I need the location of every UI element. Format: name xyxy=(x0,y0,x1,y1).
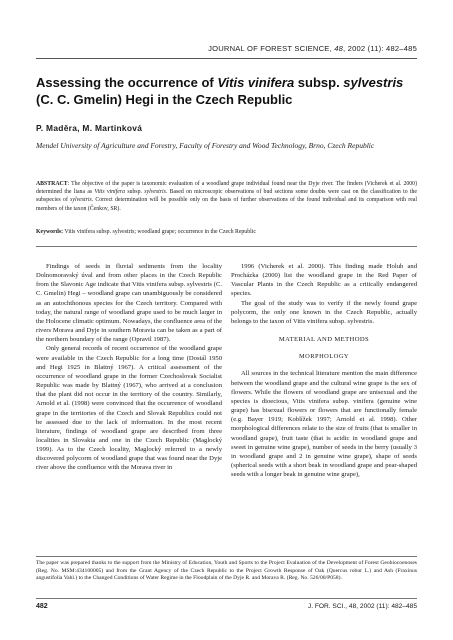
funding-footnote: The paper was prepared thanks to the support from the Ministry of Education, Youth and Sports to the Project Evaluation of the Development of Forest Geobiocoenoses (Reg. No. MSM:434100005) and from the Grant Agency of the Czech Republic to the Project Growth Response of Oak (Quercus robur L.) and Ash (Fraxinus angustifolia Vahl.) to the Changed Conditions of Water Regime in the Floodplain of the Dyje R. and Morava R. (Reg. No. 526/00/P058). xyxy=(36,560,417,582)
keywords: Keywords: Vitis vinifera subsp. sylvestris; woodland grape; occurrence in the Czech Republic xyxy=(36,229,256,235)
keywords-divider xyxy=(36,246,417,247)
body-column-left xyxy=(36,262,222,473)
footnote-divider xyxy=(36,556,417,557)
footer-divider xyxy=(36,598,417,599)
abstract-text: subsp. xyxy=(125,189,145,196)
journal-issue-pages: , 2002 (11): 482–485 xyxy=(343,44,417,53)
body-column-right xyxy=(231,262,417,479)
page-number: 482 xyxy=(36,603,48,610)
paragraph: The goal of the study was to verify if the newly found grape polycorm, the only one known in the Czech Republic, actually belongs to the taxon of Vitis vinifera subsp. sylvestris. xyxy=(231,299,417,325)
abstract-subspecies: sylvestris xyxy=(70,197,92,204)
subsection-heading: MORPHOLOGY xyxy=(298,353,350,361)
abstract-subspecies: sylvestris xyxy=(144,189,166,196)
abstract-label: ABSTRACT xyxy=(36,181,68,187)
paragraph: 1996 (Vicherek et al. 2000). This finding made Holub and Procházka (2000) list the woodland grape in the Red Paper of Vascular Plants in the Czech Republic as a critically endangered species. xyxy=(231,263,417,298)
title-subspecies: sylvestris xyxy=(343,75,404,90)
header-divider xyxy=(36,58,417,59)
abstract-text: . Based on microscopic observations of bud sections some doubts were cast on the classification to the subspecies of xyxy=(36,189,417,204)
title-taxon: Vitis vinifera xyxy=(217,75,295,90)
keywords-text: Vitis vinifera subsp. sylvestris; woodland grape; occurrence in the Czech Republic xyxy=(64,229,256,235)
affiliation: Mendel University of Agriculture and Forestry, Faculty of Forestry and Wood Technology, Brno, Czech Republic xyxy=(36,141,375,150)
authors: P. Maděra, M. Martinková xyxy=(36,123,143,133)
title-text: Assessing the occurrence of xyxy=(36,75,218,90)
abstract xyxy=(36,180,417,213)
abstract-text: : The objective of the paper is taxonomic evaluation of a woodland grape individual found near the Dyje river. The finders (Vicherek et al. 2000) determined the liana as xyxy=(36,181,417,196)
footer-journal-reference: J. FOR. SCI., 48, 2002 (11): 482–485 xyxy=(307,603,417,610)
title-line-2: (C. C. Gmelin) Hegi in the Czech Republic xyxy=(36,92,293,107)
running-header xyxy=(208,44,417,53)
title-text: subsp. xyxy=(294,75,344,90)
journal-name: JOURNAL OF FOREST SCIENCE, xyxy=(208,44,335,53)
paragraph: Findings of seeds in fluvial sediments from the locality Dolnomoravský úval and from other places in the Czech Republic from the Slavonic Age indicate that Vitis vinifera subsp. sylvestris (C. C. Gmelin) Hegi – woodland grape can unambiguously be considered as an autochthonous species for the Czech territory. Compared with today, the natural range of woodland grape used to be much larger in the Holocene climatic optimum. Nowadays, the confluence area of the rivers Morava and Dyje in southern Moravia can be taken as a part of the northern boundary of the range (Opravil 1987). xyxy=(36,263,222,344)
paragraph: All sources in the technical literature mention the main difference between the woodland grape and the cultural wine grape is the sex of flowers. While the flowers of woodland grape are unisexual and the species is dioecious, Vitis vinifera subsp. vinifera (genuine wine grape) has bisexual flowers or flowers that are functionally female (e.g. Bayer 1919; Koblížek 1997; Arnold et al. 1998). Other morphological differences relate to the size of fruits (that is smaller in woodland grape), fruit taste (that is acidic in woodland grape and sweet in genuine wine grape), number of seeds in the berry (usually 3 in woodland grape and 2 in genuine wine grape), shape of seeds (spherical seeds with a short beak in woodland grape and pear-shaped seeds with a longer beak in genuine wine grape), xyxy=(231,370,417,479)
section-heading: MATERIAL AND METHODS xyxy=(278,336,370,344)
paragraph: Only general records of recent occurrence of the woodland grape were available in the Czech Republic for a long time (Dostál 1950 and Hegi 1925 in Blattný 1967). A critical assessment of the occurrence of woodland grape in the former Czechoslovak Socialist Republic was made by Blattný (1967), who arrived at a conclusion that the plant did not occur in the territory of the country. Similarly, Arnold et al. (1998) were convinced that the occurrence of woodland grape in the territories of the Czech and Slovak Republics could not be assessed due to the lack of information. In the most recent literature, findings of woodland grape are described from three localities in Slovakia and one in the Czech Republic (Maglocký 1999). As to the Czech locality, Maglocký referred to a newly discovered polycorm of woodland grape that was found near the Dyje river above the confluence with the Morava river in xyxy=(36,345,222,472)
abstract-taxon: Vitis vinifera xyxy=(94,189,126,196)
article-title xyxy=(36,74,417,108)
keywords-label: Keywords xyxy=(36,229,62,235)
journal-volume: 48 xyxy=(334,44,344,53)
abstract-text: . Correct determination will be possible only on the basis of further observations of the found individual and its comparison with real members of the taxon (Čenkov, SR). xyxy=(36,197,417,212)
